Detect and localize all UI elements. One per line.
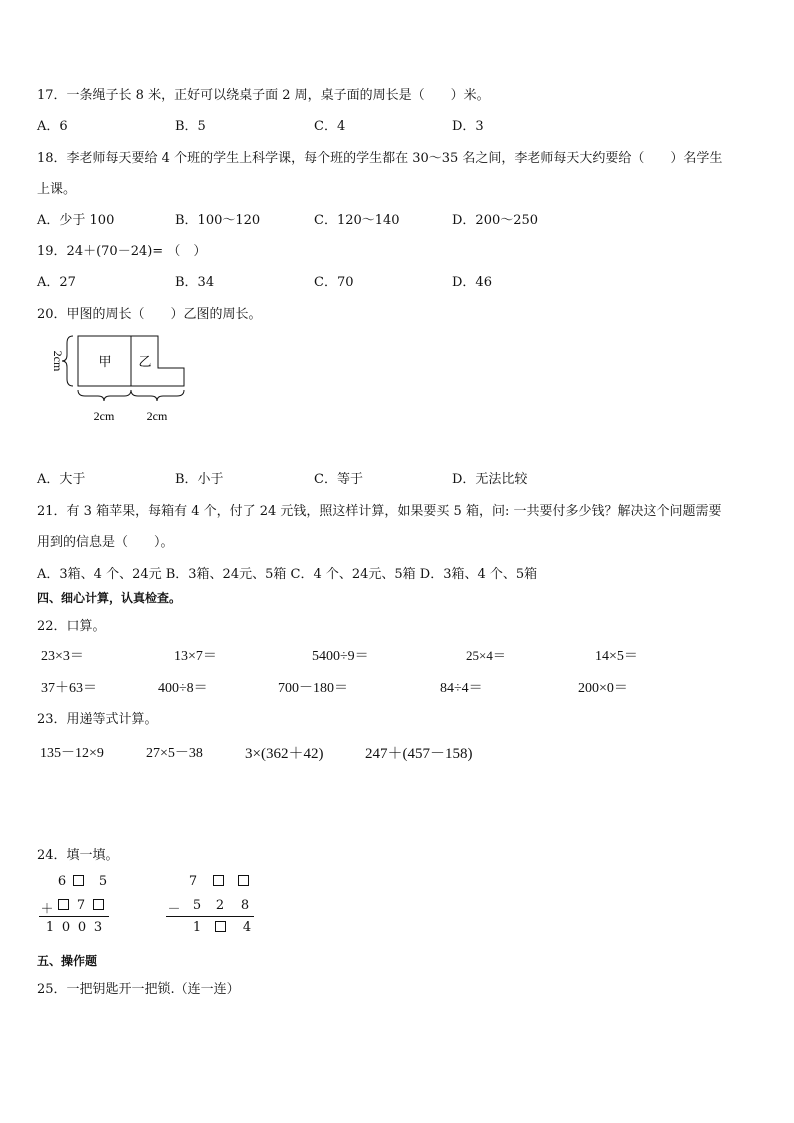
- bottom-right-brace: [131, 390, 184, 401]
- q17-option-b: B．5: [175, 119, 206, 134]
- q24-left-top-blank[interactable]: [71, 874, 85, 889]
- q22-r2-item1: 37＋63＝: [41, 681, 97, 696]
- q22-r1-item4: 25×4＝: [466, 648, 506, 663]
- q24-left-mid-blank2[interactable]: [91, 898, 105, 913]
- q18-option-d: D．200～250: [452, 213, 539, 228]
- label-yi: 乙: [138, 355, 152, 370]
- q24-right-res-1: 1: [192, 920, 202, 935]
- q24-left-res-2: 0: [61, 920, 71, 935]
- q20-option-d: D．无法比较: [452, 472, 528, 487]
- q24-left-mid-digit: 7: [76, 898, 86, 913]
- q22-r1-item1: 23×3＝: [41, 649, 84, 664]
- q18-option-c: C．120～140: [314, 213, 400, 228]
- q17-option-c: C．4: [314, 119, 346, 134]
- q24-right-top-digit: 7: [188, 874, 198, 889]
- q24-right-minus: －: [167, 902, 181, 917]
- q21-options: A．3箱、4 个、24元 B．3箱、24元、5箱 C．4 个、24元、5箱 D．3箱、4 个、5箱: [37, 567, 538, 582]
- q17-stem: 17．一条绳子长 8 米，正好可以绕桌子面 2 周，桌子面的周长是（ ）米。: [37, 88, 490, 103]
- q24-right-top-blank1[interactable]: [211, 874, 225, 889]
- q18-stem-line1: 18．李老师每天要给 4 个班的学生上科学课，每个班的学生都在 30～35 名之间，李老师每天大约要给（ ）名学生: [37, 151, 723, 166]
- q17-option-d: D．3: [452, 119, 484, 134]
- label-jia: 甲: [98, 355, 112, 370]
- q24-left-plus: ＋: [40, 902, 54, 917]
- q25-stem: 25．一把钥匙开一把锁.（连一连）: [37, 982, 240, 997]
- q23-item1: 135－12×9: [40, 746, 104, 761]
- q22-r1-item5: 14×5＝: [595, 649, 638, 664]
- q24-left-top-digit2: 5: [98, 874, 108, 889]
- q24-left-res-1: 1: [45, 920, 55, 935]
- q19-option-b: B．34: [175, 275, 215, 290]
- q24-left-mid-blank1[interactable]: [56, 898, 70, 913]
- q22-r1-item2: 13×7＝: [174, 649, 217, 664]
- q24-right-line: [166, 916, 254, 917]
- q24-right-mid-2: 2: [215, 898, 225, 913]
- q24-left-res-3: 0: [77, 920, 87, 935]
- q22-r2-item4: 84÷4＝: [440, 681, 483, 696]
- q24-right-res-2: 4: [242, 920, 252, 935]
- q23-item4: 247＋(457－158): [365, 746, 473, 762]
- q20-stem: 20．甲图的周长（ ）乙图的周长。: [37, 307, 262, 322]
- q20-option-a: A．大于: [37, 472, 86, 487]
- q24-left-line: [39, 916, 109, 917]
- bottom-right-label: 2cm: [146, 409, 168, 423]
- q20-option-b: B．小于: [175, 472, 224, 487]
- q19-option-a: A．27: [37, 275, 76, 290]
- q19-option-c: C．70: [314, 275, 354, 290]
- q21-stem-line2: 用到的信息是（ ）。: [37, 535, 174, 550]
- bottom-left-label: 2cm: [93, 409, 115, 423]
- q19-stem: 19．24＋(70－24)= （ ）: [37, 244, 207, 259]
- section5-title: 五、操作题: [37, 954, 98, 968]
- side-label: 2cm: [51, 350, 65, 372]
- q18-option-b: B．100～120: [175, 213, 261, 228]
- q22-stem: 22．口算。: [37, 619, 106, 634]
- q23-item3: 3×(362＋42): [245, 746, 324, 762]
- q23-item2: 27×5－38: [146, 746, 203, 761]
- bottom-left-brace: [78, 390, 131, 401]
- q22-r1-item3: 5400÷9＝: [312, 649, 369, 664]
- q24-right-res-blank[interactable]: [213, 920, 227, 935]
- q23-stem: 23．用递等式计算。: [37, 712, 158, 727]
- q18-option-a: A．少于 100: [37, 213, 115, 228]
- q21-stem-line1: 21．有 3 箱苹果，每箱有 4 个，付了 24 元钱，照这样计算，如果要买 5 箱，问: 一共要付多少钱？解决这个问题需要: [37, 504, 722, 519]
- q24-right-mid-1: 5: [192, 898, 202, 913]
- q24-stem: 24．填一填。: [37, 848, 119, 863]
- q22-r2-item2: 400÷8＝: [158, 681, 208, 696]
- q24-right-mid-3: 8: [240, 898, 250, 913]
- q24-right-top-blank2[interactable]: [236, 874, 250, 889]
- q24-left-top-digit1: 6: [57, 874, 67, 889]
- section4-title: 四、细心计算，认真检查。: [37, 591, 182, 605]
- q22-r2-item3: 700－180＝: [278, 681, 348, 696]
- q20-option-c: C．等于: [314, 472, 363, 487]
- q22-r2-item5: 200×0＝: [578, 681, 628, 696]
- q18-stem-line2: 上课。: [37, 182, 77, 197]
- q17-option-a: A．6: [37, 119, 68, 134]
- q20-figure: [40, 330, 200, 430]
- q19-option-d: D．46: [452, 275, 492, 290]
- q24-left-res-4: 3: [93, 920, 103, 935]
